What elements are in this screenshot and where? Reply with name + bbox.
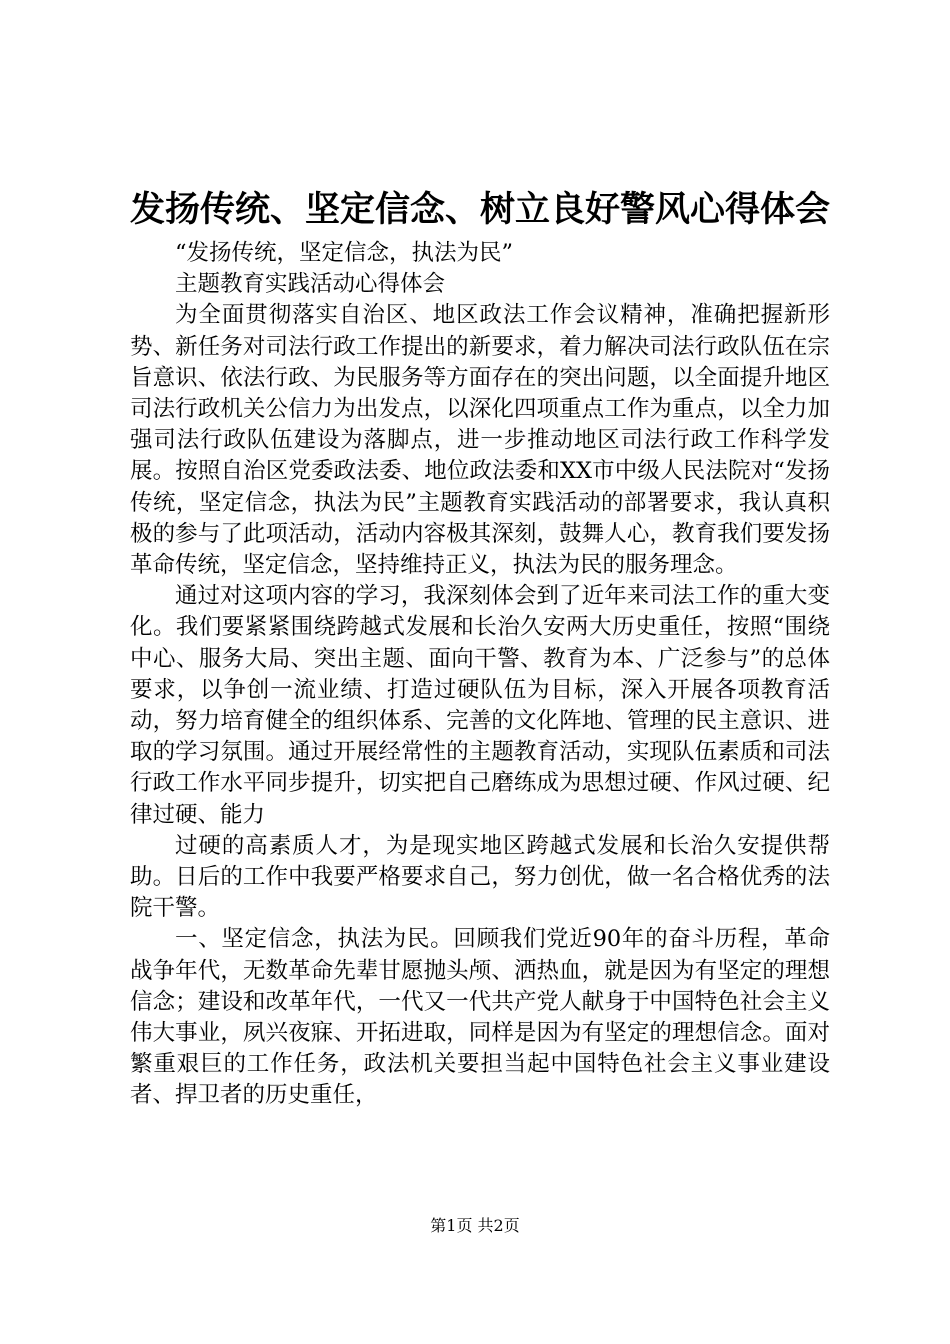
paragraph: 通过对这项内容的学习，我深刻体会到了近年来司法工作的重大变化。我们要紧紧围绕跨越式发展和长治久安两大历史重任，按照“围绕中心、服务大局、突出主题、面向干警、教育为本、广泛参与”的总体要求，以争创一流业绩、打造过硬队伍为目标，深入开展各项教育活动，努力培育健全的组织体系、完善的文化阵地、管理的民主意识、进取的学习氛围。通过开展经常性的主题教育活动，实现队伍素质和司法行政工作水平同步提升，切实把自己磨练成为思想过硬、作风过硬、纪律过硬、能力 xyxy=(130,583,830,828)
subtitle-line: 主题教育实践活动心得体会 xyxy=(175,271,446,298)
document-title: 发扬传统、坚定信念、树立良好警风心得体会 xyxy=(130,189,831,230)
page-footer: 第1页 共2页 xyxy=(430,1216,520,1235)
paragraph: 过硬的高素质人才，为是现实地区跨越式发展和长治久安提供帮助。日后的工作中我要严格要求自己，努力创优，做一名合格优秀的法院干警。 xyxy=(130,832,830,922)
paragraph: 一、坚定信念，执法为民。回顾我们党近90年的奋斗历程，革命战争年代，无数革命先辈甘愿抛头颅、洒热血，就是因为有坚定的理想信念；建设和改革年代，一代又一代共产党人献身于中国特色社会主义伟大事业，夙兴夜寐、开拓进取，同样是因为有坚定的理想信念。面对繁重艰巨的工作任务，政法机关要担当起中国特色社会主义事业建设者、捍卫者的历史重任， xyxy=(130,926,830,1109)
paragraph: 为全面贯彻落实自治区、地区政法工作会议精神，准确把握新形势、新任务对司法行政工作提出的新要求，着力解决司法行政队伍在宗旨意识、依法行政、为民服务等方面存在的突出问题，以全面提升地区司法行政机关公信力为出发点，以深化四项重点工作为重点，以全力加强司法行政队伍建设为落脚点，进一步推动地区司法行政工作科学发展。按照自治区党委政法委、地位政法委和XX市中级人民法院对“发扬传统，坚定信念，执法为民”主题教育实践活动的部署要求，我认真积极的参与了此项活动，活动内容极其深刻，鼓舞人心，教育我们要发扬革命传统，坚定信念，坚持维持正义，执法为民的服务理念。 xyxy=(130,302,830,579)
document-body xyxy=(130,238,830,1112)
subtitle-line: “发扬传统，坚定信念，执法为民” xyxy=(175,240,514,266)
